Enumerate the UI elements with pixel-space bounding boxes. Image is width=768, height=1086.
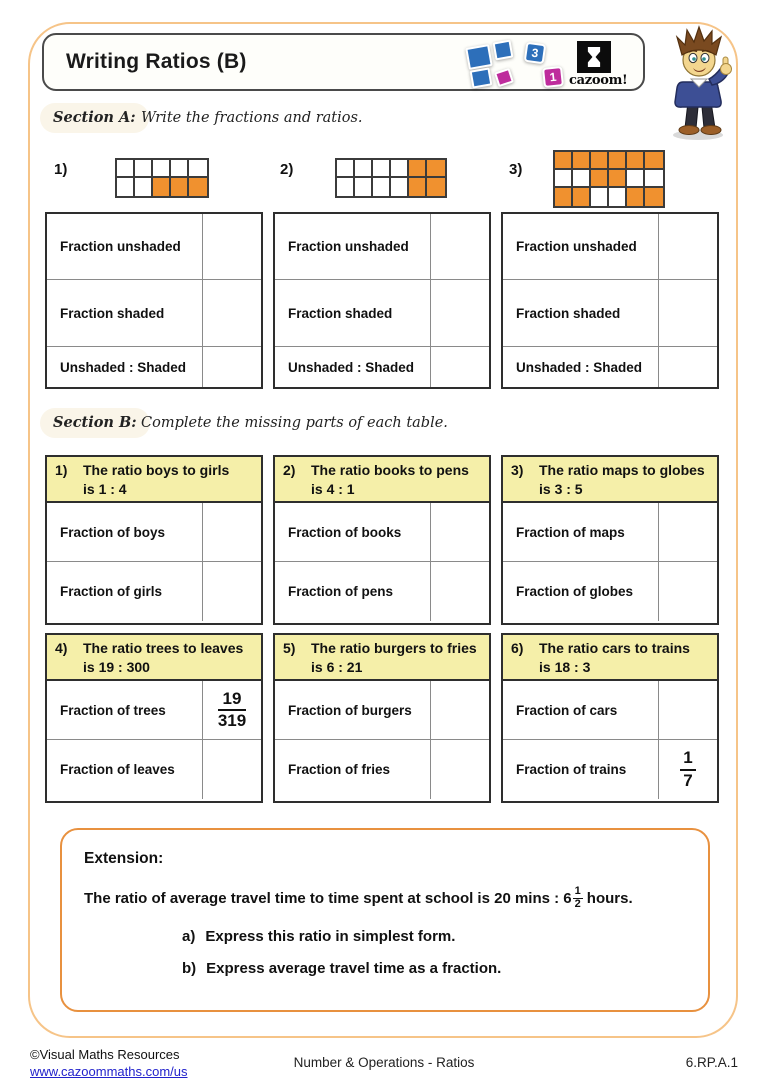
ratio-table-5 xyxy=(273,633,491,803)
answer-cell[interactable] xyxy=(659,280,717,347)
section-a-table-2 xyxy=(273,212,491,389)
extension-label: Extension: xyxy=(84,850,164,867)
shaded-grid-3 xyxy=(553,150,665,208)
grid-cell-shaded xyxy=(609,152,627,170)
answer-cell[interactable] xyxy=(659,214,717,280)
header-line1: The ratio maps to globes xyxy=(539,462,705,478)
grid-cell-shaded xyxy=(171,178,189,196)
header-line2: is 18 : 3 xyxy=(539,659,591,675)
grid-cell-shaded xyxy=(627,152,645,170)
grid-cell-shaded xyxy=(645,152,663,170)
grid-cell-unshaded xyxy=(337,160,355,178)
table-header xyxy=(275,457,489,503)
mixed-fraction xyxy=(573,886,583,910)
grid-cell-unshaded xyxy=(555,170,573,188)
answer-cell-filled[interactable] xyxy=(659,740,717,799)
table-header xyxy=(503,457,717,503)
blue-square-icon xyxy=(493,40,514,61)
answer-cell[interactable] xyxy=(203,280,261,347)
row-label: Fraction shaded xyxy=(503,280,659,347)
grid-cell-shaded xyxy=(427,160,445,178)
item-marker: a) xyxy=(182,928,196,945)
grid-cell-unshaded xyxy=(355,160,373,178)
row-label: Fraction of cars xyxy=(503,681,659,740)
row-label: Fraction of fries xyxy=(275,740,431,799)
row-label: Fraction unshaded xyxy=(47,214,203,280)
grid-cell-shaded xyxy=(627,188,645,206)
row-label: Fraction of girls xyxy=(47,562,203,621)
ratio-table-3 xyxy=(501,455,719,625)
problem-number: 1) xyxy=(54,161,68,178)
extension-question xyxy=(84,886,633,910)
grid-cell-shaded xyxy=(573,152,591,170)
item-text: Express average travel time as a fraction. xyxy=(206,960,502,977)
section-b-label: Section B: xyxy=(40,408,150,438)
grid-cell-shaded xyxy=(591,152,609,170)
header-line2: is 4 : 1 xyxy=(311,481,355,497)
fraction-numerator: 1 xyxy=(680,749,695,770)
footer-topic: Number & Operations - Ratios xyxy=(293,1055,475,1070)
grid-cell-unshaded xyxy=(189,160,207,178)
table-header xyxy=(47,457,261,503)
header-line2: is 19 : 300 xyxy=(83,659,150,675)
grid-cell-shaded xyxy=(609,170,627,188)
answer-cell[interactable] xyxy=(659,347,717,387)
header-line1: The ratio books to pens xyxy=(311,462,469,478)
answer-cell[interactable] xyxy=(659,503,717,562)
row-label: Fraction unshaded xyxy=(503,214,659,280)
grid-cell-unshaded xyxy=(117,178,135,196)
answer-cell[interactable] xyxy=(431,740,489,799)
grid-cell-shaded xyxy=(555,188,573,206)
grid-cell-shaded xyxy=(153,178,171,196)
number-tile-1: 1 xyxy=(542,66,564,88)
answer-cell[interactable] xyxy=(203,347,261,387)
question-number: 1) xyxy=(55,462,68,478)
row-label: Unshaded : Shaded xyxy=(503,347,659,387)
item-text: Express this ratio in simplest form. xyxy=(205,928,456,945)
header-line1: The ratio trees to leaves xyxy=(83,640,244,656)
grid-cell-shaded xyxy=(409,178,427,196)
problem-number: 3) xyxy=(509,161,523,178)
grid-cell-unshaded xyxy=(609,188,627,206)
grid-cell-unshaded xyxy=(591,188,609,206)
extension-item-b xyxy=(182,960,501,977)
row-label: Fraction of boys xyxy=(47,503,203,562)
row-label: Fraction of books xyxy=(275,503,431,562)
grid-cell-unshaded xyxy=(171,160,189,178)
section-a-table-1 xyxy=(45,212,263,389)
answer-cell[interactable] xyxy=(431,214,489,280)
ratio-table-2 xyxy=(273,455,491,625)
header-line1: The ratio boys to girls xyxy=(83,462,230,478)
boy-thumbs-up-mascot xyxy=(652,24,748,142)
answer-cell[interactable] xyxy=(431,681,489,740)
answer-cell[interactable] xyxy=(431,562,489,621)
ratio-table-6 xyxy=(501,633,719,803)
ratio-table-1 xyxy=(45,455,263,625)
website-link[interactable]: www.cazoommaths.com/us xyxy=(30,1064,188,1079)
fraction-numerator: 1 xyxy=(574,885,581,897)
row-label: Fraction shaded xyxy=(47,280,203,347)
copyright-text: ©Visual Maths Resources xyxy=(30,1047,180,1062)
answer-cell[interactable] xyxy=(203,562,261,621)
question-number: 5) xyxy=(283,640,296,656)
fraction-answer xyxy=(218,690,246,731)
row-label: Fraction of trains xyxy=(503,740,659,799)
answer-cell[interactable] xyxy=(203,214,261,280)
fraction-numerator: 19 xyxy=(218,690,246,711)
table-header xyxy=(275,635,489,681)
header-line2: is 3 : 5 xyxy=(539,481,583,497)
grid-cell-unshaded xyxy=(573,170,591,188)
grid-cell-unshaded xyxy=(135,178,153,196)
header-line1: The ratio cars to trains xyxy=(539,640,690,656)
fraction-denominator: 2 xyxy=(574,897,581,910)
question-number: 2) xyxy=(283,462,296,478)
row-label: Fraction of leaves xyxy=(47,740,203,799)
header-line1: The ratio burgers to fries xyxy=(311,640,477,656)
answer-cell[interactable] xyxy=(431,503,489,562)
header-line2: is 1 : 4 xyxy=(83,481,127,497)
answer-cell[interactable] xyxy=(431,280,489,347)
section-a-table-3 xyxy=(501,212,719,389)
brand-name: cazoom! xyxy=(569,73,628,88)
grid-cell-unshaded xyxy=(337,178,355,196)
row-label: Fraction of burgers xyxy=(275,681,431,740)
grid-cell-unshaded xyxy=(627,170,645,188)
extension-box xyxy=(60,828,710,1012)
answer-cell[interactable] xyxy=(659,681,717,740)
answer-cell[interactable] xyxy=(203,503,261,562)
number-tile-3: 3 xyxy=(524,42,547,65)
answer-cell[interactable] xyxy=(659,562,717,621)
question-number: 4) xyxy=(55,640,68,656)
grid-cell-shaded xyxy=(409,160,427,178)
extension-item-a xyxy=(182,928,455,945)
extension-text: The ratio of average travel time to time spent at school is 20 mins : 6 xyxy=(84,889,572,907)
row-label: Fraction of globes xyxy=(503,562,659,621)
grid-cell-shaded xyxy=(427,178,445,196)
row-label: Fraction unshaded xyxy=(275,214,431,280)
grid-cell-unshaded xyxy=(645,170,663,188)
grid-cell-unshaded xyxy=(373,178,391,196)
shaded-grid-2 xyxy=(335,158,447,198)
answer-cell[interactable] xyxy=(203,740,261,799)
title-box xyxy=(42,33,645,91)
grid-cell-unshaded xyxy=(153,160,171,178)
row-label: Fraction of pens xyxy=(275,562,431,621)
grid-cell-shaded xyxy=(645,188,663,206)
table-header xyxy=(503,635,717,681)
row-label: Fraction shaded xyxy=(275,280,431,347)
section-a-instruction: Write the fractions and ratios. xyxy=(141,110,363,126)
answer-cell-filled[interactable] xyxy=(203,681,261,740)
header-line2: is 6 : 21 xyxy=(311,659,363,675)
grid-cell-unshaded xyxy=(391,160,409,178)
table-header xyxy=(47,635,261,681)
grid-cell-unshaded xyxy=(135,160,153,178)
extension-text: hours. xyxy=(586,889,633,907)
fraction-denominator: 319 xyxy=(217,711,247,730)
grid-cell-shaded xyxy=(189,178,207,196)
ratio-table-4 xyxy=(45,633,263,803)
grid-cell-shaded xyxy=(591,170,609,188)
cazoom-logo xyxy=(465,38,635,88)
row-label: Fraction of maps xyxy=(503,503,659,562)
grid-cell-unshaded xyxy=(391,178,409,196)
section-b-instruction: Complete the missing parts of each table. xyxy=(141,415,448,431)
fraction-denominator: 7 xyxy=(683,770,693,790)
grid-cell-unshaded xyxy=(355,178,373,196)
magenta-square-icon xyxy=(494,68,514,87)
shaded-grid-1 xyxy=(115,158,209,198)
grid-cell-shaded xyxy=(555,152,573,170)
row-label: Unshaded : Shaded xyxy=(275,347,431,387)
section-a-label: Section A: xyxy=(40,103,149,133)
blue-square-icon xyxy=(470,67,493,88)
row-label: Fraction of trees xyxy=(47,681,203,740)
question-number: 3) xyxy=(511,462,524,478)
blue-square-icon xyxy=(465,44,492,70)
fraction-answer xyxy=(680,749,695,790)
row-label: Unshaded : Shaded xyxy=(47,347,203,387)
problem-number: 2) xyxy=(280,161,294,178)
page-title: Writing Ratios (B) xyxy=(66,50,247,73)
question-number: 6) xyxy=(511,640,524,656)
grid-cell-shaded xyxy=(573,188,591,206)
hourglass-icon xyxy=(577,41,611,73)
grid-cell-unshaded xyxy=(373,160,391,178)
grid-cell-unshaded xyxy=(117,160,135,178)
standard-code: 6.RP.A.1 xyxy=(685,1055,738,1070)
answer-cell[interactable] xyxy=(431,347,489,387)
item-marker: b) xyxy=(182,960,197,977)
